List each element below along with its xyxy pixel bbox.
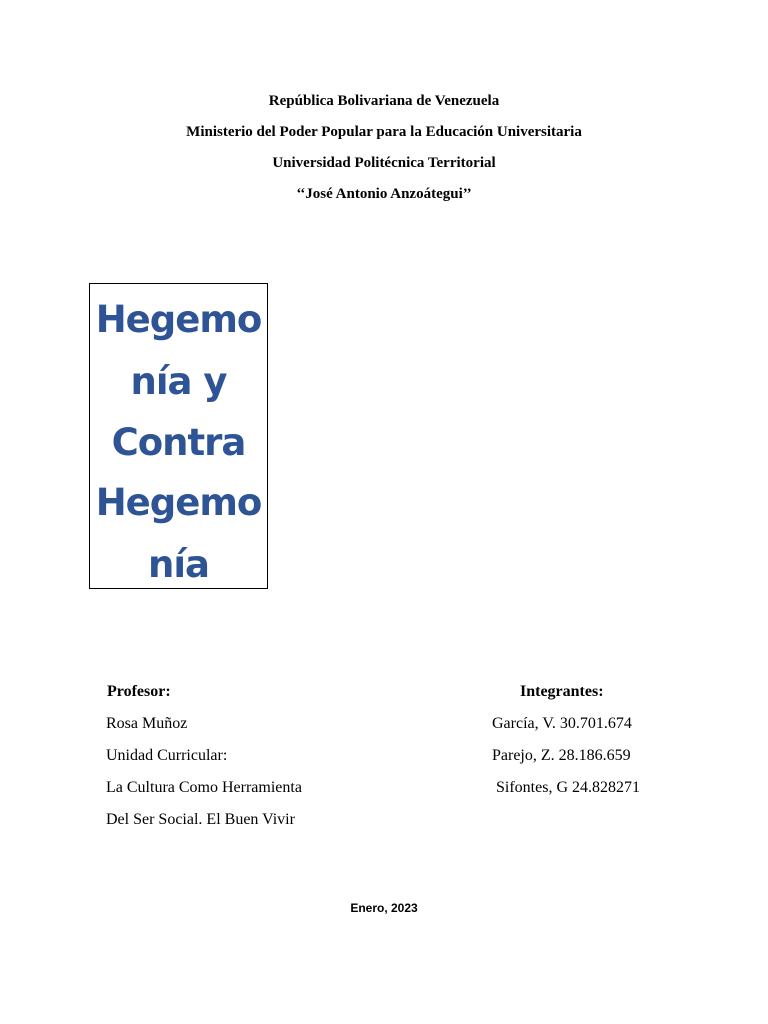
title-line-1: Hegemo: [95, 298, 262, 341]
title-line-3: Contra: [111, 421, 246, 464]
professor-heading: Profesor:: [107, 683, 171, 700]
title-line-5: nía: [148, 543, 209, 586]
document-date: Enero, 2023: [350, 901, 418, 915]
unit-name-line-2: Del Ser Social. El Buen Vivir: [106, 811, 295, 828]
institution-campus: ‘‘José Antonio Anzoátegui’’: [296, 186, 472, 202]
title-line-4: Hegemo: [95, 481, 262, 524]
institution-ministry: Ministerio del Poder Popular para la Educación Universitaria: [186, 124, 582, 140]
document-title-box: [89, 283, 268, 589]
professor-name: Rosa Muñoz: [106, 715, 188, 732]
unit-label: Unidad Curricular:: [106, 747, 228, 764]
member-2: Parejo, Z. 28.186.659: [492, 747, 631, 764]
institution-university: Universidad Politécnica Territorial: [272, 155, 496, 171]
institution-country: República Bolivariana de Venezuela: [268, 93, 500, 109]
member-3: Sifontes, G 24.828271: [496, 779, 640, 796]
title-line-2: nía y: [130, 360, 227, 403]
members-heading: Integrantes:: [520, 683, 604, 700]
member-1: García, V. 30.701.674: [492, 715, 632, 732]
unit-name-line-1: La Cultura Como Herramienta: [106, 779, 302, 796]
